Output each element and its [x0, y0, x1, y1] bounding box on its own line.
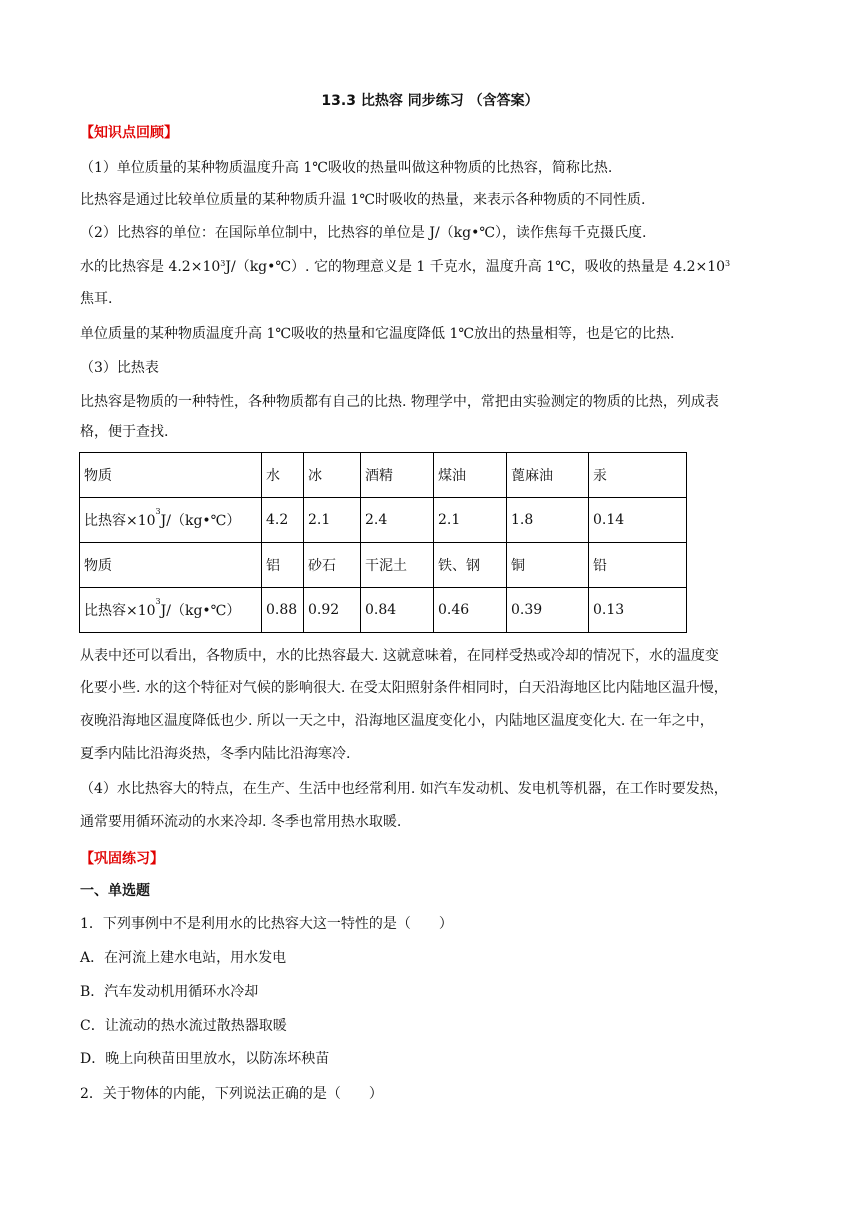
table-cell: 冰	[304, 453, 361, 498]
label-part-a: 比热容×10	[84, 513, 156, 529]
table-cell-label	[80, 498, 262, 543]
paragraph-8c: 夜晚沿海地区温度降低也少. 所以一天之中，沿海地区温度变化小，内陆地区温度变化大. 在一年之中，	[80, 713, 714, 729]
option-1d: D．晚上向秧苗田里放水，以防冻坏秧苗	[80, 1051, 330, 1067]
page-title: 13.3 比热容 同步练习 （含答案）	[321, 93, 539, 109]
table-cell: 4.2	[262, 498, 304, 543]
table-cell: 汞	[589, 453, 687, 498]
label-part-a: 比热容×10	[84, 603, 156, 619]
table-cell: 0.13	[589, 588, 687, 633]
table-cell-label	[80, 588, 262, 633]
paragraph-4-sup-2: 3	[725, 259, 731, 268]
table-row	[80, 588, 687, 633]
paragraph-9a: （4）水比热容大的特点，在生产、生活中也经常利用. 如汽车发动机、发电机等机器，在工作时要发热，	[80, 781, 728, 797]
table-cell: 物质	[80, 453, 262, 498]
paragraph-4-part-a: 水的比热容是 4.2×10	[80, 259, 221, 275]
table-cell: 0.92	[304, 588, 361, 633]
paragraph-8d: 夏季内陆比沿海炎热，冬季内陆比沿海寒冷.	[80, 746, 351, 762]
table-cell: 砂石	[304, 543, 361, 588]
paragraph-7b: 格，便于查找.	[80, 424, 169, 440]
table-cell: 0.14	[589, 498, 687, 543]
table-cell: 2.4	[361, 498, 434, 543]
heading-single-choice: 一、单选题	[80, 883, 150, 899]
table-cell: 2.1	[304, 498, 361, 543]
paragraph-1: （1）单位质量的某种物质温度升高 1℃吸收的热量叫做这种物质的比热容，简称比热.	[80, 160, 613, 176]
question-2: 2．关于物体的内能，下列说法正确的是（ ）	[80, 1086, 383, 1102]
option-1a: A．在河流上建水电站，用水发电	[80, 950, 287, 966]
table-cell: 0.39	[507, 588, 589, 633]
paragraph-5: 单位质量的某种物质温度升高 1℃吸收的热量和它温度降低 1℃放出的热量相等，也是它的比热.	[80, 326, 675, 342]
table-cell: 煤油	[434, 453, 507, 498]
paragraph-8a: 从表中还可以看出，各物质中，水的比热容最大. 这就意味着，在同样受热或冷却的情况下，水的温度变	[80, 648, 719, 664]
table-cell: 0.46	[434, 588, 507, 633]
table-cell: 水	[262, 453, 304, 498]
option-1b: B．汽车发动机用循环水冷却	[80, 984, 259, 1000]
paragraph-9b: 通常要用循环流动的水来冷却. 冬季也常用热水取暖.	[80, 814, 402, 830]
paragraph-3: （2）比热容的单位：在国际单位制中，比热容的单位是 J/（kg•℃），读作焦每千克摄氏度.	[80, 225, 647, 241]
paragraph-4	[80, 253, 790, 281]
table-cell: 0.84	[361, 588, 434, 633]
table-cell: 铅	[589, 543, 687, 588]
table-row	[80, 543, 687, 588]
table-cell: 铜	[507, 543, 589, 588]
table-cell: 酒精	[361, 453, 434, 498]
table-cell: 2.1	[434, 498, 507, 543]
label-part-b: J/（kg•℃）	[160, 603, 241, 619]
table-row	[80, 453, 687, 498]
option-1c: C．让流动的热水流过散热器取暖	[80, 1018, 287, 1034]
table-cell: 1.8	[507, 498, 589, 543]
paragraph-4-sup: 3	[220, 259, 226, 268]
table-cell: 0.88	[262, 588, 304, 633]
paragraph-4-cont: 焦耳.	[80, 291, 113, 307]
table-cell: 铝	[262, 543, 304, 588]
label-sup: 3	[155, 507, 161, 516]
table-cell: 铁、钢	[434, 543, 507, 588]
paragraph-6: （3）比热表	[80, 360, 159, 376]
specific-heat-table	[79, 452, 687, 633]
paragraph-2: 比热容是通过比较单位质量的某种物质升温 1℃时吸收的热量，来表示各种物质的不同性质.	[80, 192, 646, 208]
table-cell: 蓖麻油	[507, 453, 589, 498]
section-heading-practice: 【巩固练习】	[80, 851, 164, 867]
table-cell: 物质	[80, 543, 262, 588]
paragraph-7a: 比热容是物质的一种特性，各种物质都有自己的比热. 物理学中，常把由实验测定的物质的比热，列成表	[80, 394, 719, 410]
label-sup: 3	[155, 597, 161, 606]
table-row	[80, 498, 687, 543]
table-cell: 干泥土	[361, 543, 434, 588]
paragraph-4-part-b: J/（kg•℃）. 它的物理意义是 1 千克水，温度升高 1℃，吸收的热量是 4.2×10	[225, 259, 726, 275]
paragraph-8b: 化要小些. 水的这个特征对气候的影响很大. 在受太阳照射条件相同时，白天沿海地区比内陆地区温升慢，	[80, 680, 728, 696]
section-heading-review: 【知识点回顾】	[80, 125, 178, 141]
label-part-b: J/（kg•℃）	[160, 513, 241, 529]
question-1: 1．下列事例中不是利用水的比热容大这一特性的是（ ）	[80, 916, 453, 932]
